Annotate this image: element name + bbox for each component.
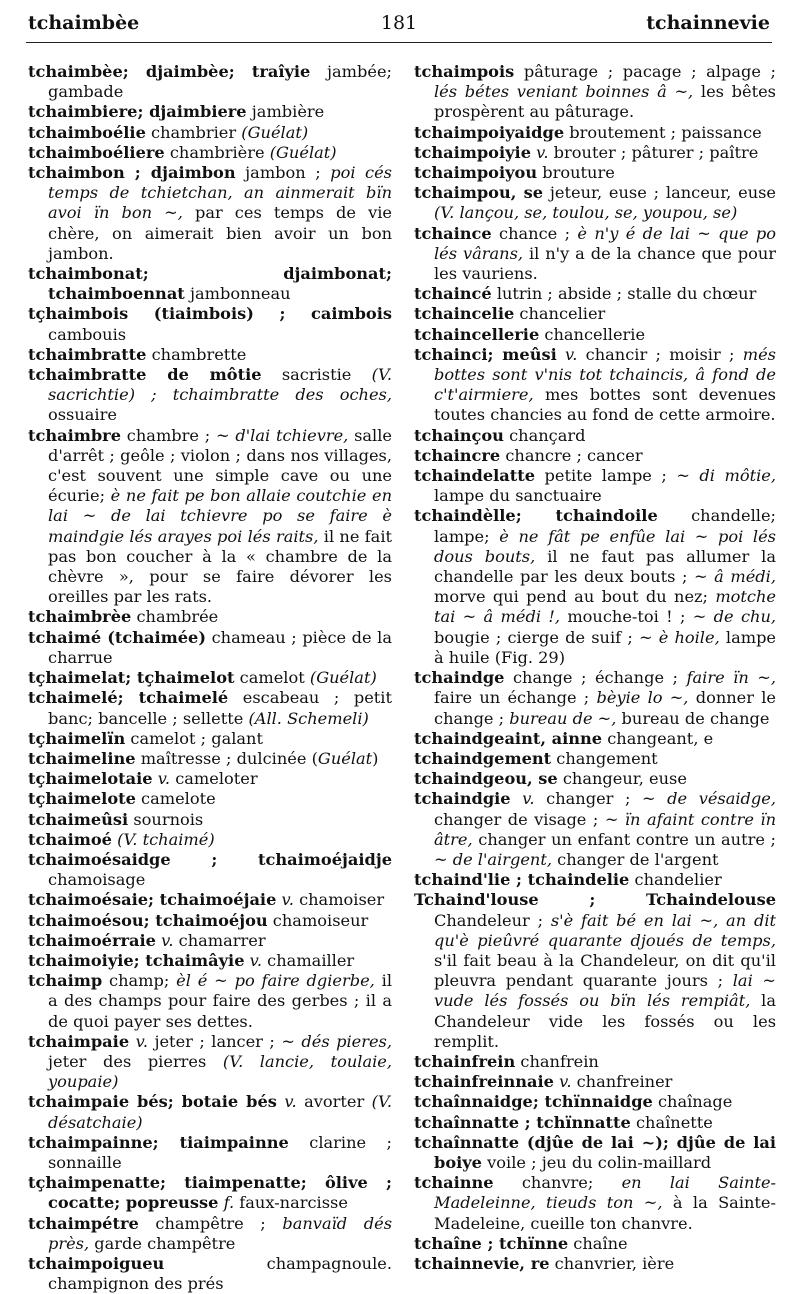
entry-text: chamoiser	[293, 890, 385, 910]
entry-text: faire un échange ;	[434, 688, 597, 708]
entry-text: chanfreiner	[571, 1072, 673, 1092]
entry-headword: tchaimbonat; djaimbonat; tchaimboennat	[28, 264, 392, 304]
dictionary-entry	[414, 668, 776, 729]
entry-headword: tchainnevie, re	[414, 1253, 550, 1273]
dictionary-entry	[28, 850, 392, 890]
dictionary-entry	[28, 971, 392, 1032]
left-guideword: tchaimbèe	[28, 12, 140, 34]
entry-headword: tchaimbiere; djaimbiere	[28, 102, 247, 122]
entry-italic-text: lés bétes veniant boinnes â ~,	[434, 82, 694, 102]
entry-headword: tchainfreinnaie	[414, 1072, 554, 1092]
dictionary-entry	[414, 62, 776, 123]
dictionary-entry	[414, 789, 776, 870]
dictionary-entry	[414, 345, 776, 426]
entry-text: chambrière	[164, 142, 270, 162]
dictionary-entry	[28, 426, 392, 608]
entry-italic-text: en lai Sainte-Madeleinne, tieuds ton ~,	[434, 1173, 776, 1213]
entry-text: chameau ; pièce de la charrue	[48, 627, 392, 667]
entry-headword: tchaimbèe; djaimbèe; traîyie	[28, 62, 311, 81]
dictionary-entry	[28, 304, 392, 344]
entry-text: )	[372, 748, 379, 768]
dictionary-entry	[28, 607, 392, 627]
entry-italic-text: èl é ~ po faire dgierbe,	[176, 971, 375, 991]
entry-text: petite lampe ;	[535, 466, 677, 486]
dictionary-entry	[28, 789, 392, 809]
left-column	[28, 62, 392, 1294]
dictionary-entry	[414, 769, 776, 789]
entry-text: chambrier	[145, 122, 242, 142]
entry-text: brouture	[537, 163, 615, 183]
entry-italic-text: (Guélat)	[241, 122, 309, 142]
entry-text: il a des champs pour faire des gerbes ; il a de quoi payer ses dettes.	[48, 971, 393, 1031]
dictionary-entry	[28, 62, 392, 102]
entry-text: morve qui pend au bout du nez;	[434, 587, 716, 607]
dictionary-entry	[28, 102, 392, 122]
entry-italic-text: v.	[249, 950, 263, 970]
entry-italic-text: è ne fât pe enfûe lai ~ poi lés dous bouts,	[434, 526, 776, 566]
entry-text: s'il fait beau à la Chandeleur, on dit qu'il pleuvra pendant quarante jours ;	[434, 950, 776, 991]
entry-italic-text: bureau de ~,	[509, 708, 617, 728]
dictionary-entry	[28, 123, 392, 143]
entry-text: maîtresse ; dulcinée (	[135, 748, 318, 768]
dictionary-entry	[28, 143, 392, 163]
entry-italic-text: més bottes sont v'nis tot tchaincis, â fond de c't'airmiere,	[434, 344, 776, 405]
dictionary-entry	[414, 506, 776, 668]
entry-headword: Tchaind'louse ; Tchaindelouse	[414, 890, 776, 910]
entry-headword: tchaimoérraie	[28, 930, 156, 950]
dictionary-entry	[28, 890, 392, 910]
entry-italic-text: s'è fait bé en lai ~, an dit qu'è pieûvré quarante djoués de temps,	[434, 910, 776, 950]
entry-italic-text: ~ de chu,	[692, 607, 777, 627]
entry-text: chamoiseur	[267, 910, 369, 930]
dictionary-entry	[28, 931, 392, 951]
entry-text: il ne faut pas allumer la chandelle par les deux bouts ;	[434, 546, 776, 587]
entry-headword: tchaimpoigueu	[28, 1253, 165, 1273]
entry-text: chamailler	[262, 950, 355, 970]
entry-text: chancellerie	[539, 324, 646, 344]
entry-headword: tçhaimelotaie	[28, 769, 153, 789]
entry-headword: tchaindèlle; tchaindoile	[414, 506, 658, 526]
entry-text: camelot ; galant	[125, 728, 263, 748]
entry-text: chambrette	[146, 344, 247, 364]
entry-headword: tchaimpaie bés; botaie bés	[28, 1092, 277, 1112]
entry-italic-text: (V. tchaimé)	[117, 829, 215, 849]
entry-text: changer de l'argent	[552, 849, 719, 869]
entry-headword: tchaindgie	[414, 789, 511, 809]
entry-italic-text: Guélat	[317, 748, 373, 768]
entry-headword: tchaimbrèe	[28, 607, 132, 627]
entry-text: jeter des pierres	[48, 1051, 223, 1071]
dictionary-entry	[414, 143, 776, 163]
entry-headword: tchaînnaidge; tchïnnaidge	[414, 1092, 653, 1112]
entry-text: chançard	[503, 425, 586, 445]
dictionary-entry	[414, 1092, 776, 1112]
entry-text: changeant, e	[602, 728, 714, 748]
entry-text: camelote	[135, 789, 216, 809]
entry-text: il ne fait pas bon coucher à la « chambre de la chèvre », pour se faire dévorer les oreilles par les rats.	[48, 526, 392, 607]
dictionary-entry	[414, 870, 776, 890]
entry-italic-text: v.	[284, 1092, 297, 1112]
entry-headword: tchaimoé	[28, 829, 112, 849]
entry-text: voile ; jeu du colin-maillard	[481, 1152, 712, 1172]
entry-text: chanfrein	[515, 1051, 599, 1071]
entry-headword: tchaimbratte de môtie	[28, 365, 262, 385]
dictionary-entry	[28, 1092, 392, 1132]
entry-headword: tchaimoésaidge ; tchaimoéjaidje	[28, 849, 392, 869]
entry-italic-text: è n'y é de lai ~ que po lés vârans,	[434, 223, 776, 263]
entry-headword: tçhaimelat; tçhaimelot	[28, 668, 235, 688]
entry-headword: tchaincelie	[414, 304, 515, 324]
entry-text: cambouis	[48, 324, 127, 344]
entry-italic-text: poi cés temps de tchietchan, an ainmerait bïn avoi ïn bon ~,	[48, 163, 392, 223]
entry-italic-text: v.	[135, 1031, 148, 1051]
entry-headword: tçhaimelïn	[28, 728, 126, 748]
entry-text: chambre ;	[121, 425, 216, 445]
dictionary-entry	[28, 1032, 392, 1093]
entry-italic-text: ~ â médi,	[694, 567, 776, 587]
entry-headword: tchainne	[414, 1173, 494, 1193]
entry-text: à la Sainte-Madeleine, cueille ton chanvre.	[434, 1193, 776, 1233]
entry-text: jambée; gambade	[48, 62, 392, 102]
entry-headword: tchaînnatte (djûe de lai ~); djûe de lai boiye	[414, 1132, 776, 1172]
entry-text: chance ;	[491, 223, 578, 243]
entry-italic-text: ~ ïn afaint contre ïn âtre,	[434, 809, 777, 849]
entry-headword: tchaindge	[414, 668, 505, 688]
entry-text: Chandeleur ;	[434, 910, 551, 930]
entry-italic-text: ~ dés pieres,	[281, 1031, 392, 1051]
entry-headword: tchaindgeou, se	[414, 769, 558, 789]
entry-italic-text: lai ~ vude lés fossés ou bïn lés rempiât,	[434, 971, 776, 1011]
dictionary-entry	[414, 183, 776, 223]
entry-italic-text: ~ de l'airgent,	[434, 849, 553, 869]
dictionary-entry	[28, 911, 392, 931]
dictionary-entry	[414, 1173, 776, 1234]
page-number: 181	[380, 12, 418, 34]
entry-text: garde champêtre	[89, 1233, 236, 1253]
entry-text: bureau de change	[616, 708, 770, 728]
entry-text: brouter ; pâturer ; paître	[548, 142, 759, 162]
entry-text: escabeau ; petit banc; bancelle ; sellette	[48, 688, 392, 728]
entry-italic-text: f.	[223, 1193, 235, 1213]
dictionary-entry	[28, 810, 392, 830]
entry-italic-text: è ne fait pe bon allaie coutchie en lai ~ de lai tchievre po se faire è maindgie lés arayes poi lés raits,	[48, 486, 392, 546]
dictionary-entry	[414, 1133, 776, 1173]
dictionary-entry	[414, 749, 776, 769]
dictionary-entry	[28, 365, 392, 426]
dictionary-entry	[28, 749, 392, 769]
dictionary-entry	[414, 304, 776, 324]
entry-text: par ces temps de vie chère, on aimerait bien avoir un bon jambon.	[48, 203, 392, 263]
entry-text: changeur, euse	[557, 769, 687, 789]
entry-headword: tchaindelatte	[414, 466, 536, 486]
dictionary-entry	[414, 224, 776, 285]
entry-text: broutement ; paissance	[564, 122, 762, 142]
entry-text: chanvre;	[493, 1173, 622, 1193]
entry-headword: tchaimbon ; djaimbon	[28, 163, 236, 183]
dictionary-entry	[414, 325, 776, 345]
dictionary-entry	[414, 123, 776, 143]
entry-text: lampe du sanctuaire	[434, 486, 602, 506]
entry-headword: tchaimoésaie; tchaimoéjaie	[28, 890, 277, 910]
entry-italic-text: bèyie lo ~,	[596, 688, 689, 708]
dictionary-entry	[28, 628, 392, 668]
entry-text: changement	[551, 748, 658, 768]
dictionary-entry	[28, 264, 392, 304]
entry-italic-text: (Guélat)	[309, 668, 377, 688]
entry-italic-text: v.	[157, 769, 171, 789]
entry-italic-text: ~ di môtie,	[676, 466, 776, 486]
entry-headword: tchaincé	[414, 284, 492, 304]
entry-headword: tçhaimelote	[28, 789, 136, 809]
entry-text: faux-narcisse	[234, 1193, 348, 1213]
entry-text: la Chandeleur vide les fossés ou les remplit.	[434, 991, 776, 1051]
entry-text: clarine ; sonnaille	[48, 1132, 393, 1172]
entry-text: sacristie	[261, 365, 372, 385]
entry-italic-text: (V. lancie, toulaie, youpaie)	[48, 1051, 392, 1092]
entry-headword: tchaimbratte	[28, 344, 147, 364]
entry-headword: tchaimeûsi	[28, 809, 129, 829]
entry-headword: tchaîne ; tchïnne	[414, 1233, 569, 1253]
entry-text: chaîne	[568, 1233, 628, 1253]
entry-italic-text: motche tai ~ â médi !,	[434, 587, 776, 627]
dictionary-entry	[414, 446, 776, 466]
dictionary-entry	[414, 729, 776, 749]
dictionary-entry	[414, 1072, 776, 1092]
dictionary-entry	[414, 1113, 776, 1133]
entry-headword: tchaind'lie ; tchaindelie	[414, 870, 630, 890]
entry-text: jambon ;	[235, 163, 331, 183]
dictionary-entry	[28, 769, 392, 789]
entry-text: chandelier	[629, 870, 722, 890]
dictionary-entry	[414, 1254, 776, 1274]
entry-headword: tchaimoésou; tchaimoéjou	[28, 910, 268, 930]
entry-italic-text: (Guélat)	[269, 142, 337, 162]
entry-headword: tchaince	[414, 223, 492, 243]
entry-headword: tchaimelé; tchaimelé	[28, 688, 229, 708]
right-column	[414, 62, 776, 1274]
entry-italic-text: v.	[565, 344, 578, 364]
entry-text: bougie ; cierge de suif ;	[434, 627, 639, 647]
entry-text: chambrée	[131, 607, 219, 627]
page-header	[28, 12, 770, 40]
entry-text: camelot	[234, 668, 310, 688]
entry-italic-text: (All. Schemeli)	[248, 708, 369, 728]
dictionary-entry	[414, 1052, 776, 1072]
dictionary-entry	[28, 1133, 392, 1173]
entry-text: lampe à huile (Fig. 29)	[434, 627, 777, 667]
dictionary-entry	[414, 890, 776, 1052]
entry-headword: tchaimeline	[28, 748, 136, 768]
dictionary-entry	[28, 163, 392, 264]
entry-text: lutrin ; abside ; stalle du chœur	[491, 284, 757, 304]
entry-headword: tchainci; meûsi	[414, 344, 557, 364]
entry-headword: tchaimpoiyaidge	[414, 122, 565, 142]
entry-text: chancre ; cancer	[500, 445, 643, 465]
entry-text: changer un enfant contre un autre ;	[472, 829, 776, 849]
dictionary-entry	[414, 426, 776, 446]
entry-text: chancir ; moisir ;	[577, 344, 743, 364]
entry-italic-text: v.	[281, 890, 294, 910]
dictionary-entry	[28, 345, 392, 365]
entry-headword: tchaindgement	[414, 748, 552, 768]
entry-headword: tchaimé (tchaimée)	[28, 627, 207, 647]
right-guideword: tchainnevie	[646, 12, 770, 34]
entry-italic-text: (V. désatchaie)	[48, 1092, 392, 1132]
entry-text: changer ;	[534, 789, 643, 809]
entry-headword: tchaimboéliere	[28, 142, 165, 162]
entry-text: ossuaire	[48, 405, 117, 425]
dictionary-entry	[28, 830, 392, 850]
entry-text: chamoisage	[48, 870, 146, 890]
entry-text: change ; échange ;	[504, 668, 687, 688]
entry-italic-text: v.	[522, 789, 535, 809]
dictionary-entry	[414, 466, 776, 506]
entry-headword: tchainfrein	[414, 1051, 516, 1071]
entry-headword: tchaimboélie	[28, 122, 146, 142]
entry-text: jeteur, euse ; lanceur, euse	[543, 183, 777, 203]
entry-text: salle d'arrêt ; geôle ; violon ; dans nos villages, c'est souvent une simple cave ou une écurie;	[48, 425, 392, 506]
dictionary-entry	[28, 1214, 392, 1254]
dictionary-entry	[28, 668, 392, 688]
dictionary-entry	[414, 284, 776, 304]
entry-text: jeter ; lancer ;	[147, 1031, 282, 1051]
entry-italic-text: banvaïd dés près,	[48, 1213, 392, 1253]
entry-italic-text: v.	[161, 930, 174, 950]
dictionary-entry	[28, 1254, 392, 1294]
entry-text: donner le change ;	[434, 688, 776, 728]
entry-text: chaînette	[630, 1112, 713, 1132]
entry-italic-text: v.	[559, 1072, 572, 1092]
entry-italic-text: (V. lançou, se, toulou, se, youpou, se)	[434, 203, 738, 223]
dictionary-entry	[28, 951, 392, 971]
dictionary-entry	[414, 163, 776, 183]
entry-headword: tchaimp	[28, 971, 103, 991]
entry-headword: tchaincre	[414, 445, 501, 465]
dictionary-entry	[28, 688, 392, 728]
entry-headword: tchainçou	[414, 425, 504, 445]
entry-italic-text: (V. sacrichtie) ; tchaimbratte des oches,	[48, 365, 392, 405]
entry-headword: tchaimpainne; tiaimpainne	[28, 1132, 289, 1152]
entry-text: les bêtes prospèrent au pâturage.	[434, 82, 776, 122]
entry-text: changer de visage ;	[434, 809, 605, 829]
entry-headword: tchaimbre	[28, 425, 122, 445]
entry-headword: tchaimpaie	[28, 1031, 130, 1051]
entry-italic-text: v.	[536, 142, 549, 162]
entry-text: mouche-toi ! ;	[560, 607, 693, 627]
entry-headword: tchaimpois	[414, 62, 515, 81]
entry-text: chandelle; lampe;	[434, 506, 777, 546]
entry-text: champagnoule. champignon des prés	[48, 1253, 392, 1294]
entry-text: sournois	[128, 809, 204, 829]
entry-text: jambière	[246, 102, 325, 122]
entry-italic-text: ~ è hoile,	[638, 627, 720, 647]
entry-text: jambonneau	[184, 284, 291, 304]
entry-text: pâturage ; pacage ; alpage ;	[514, 62, 776, 81]
entry-text	[511, 789, 523, 808]
entry-text: chancelier	[514, 304, 606, 324]
entry-headword: tçhaimbois (tiaimbois) ; caimbois	[28, 304, 392, 324]
entry-text: chaînage	[652, 1092, 733, 1112]
entry-headword: tchaimpoiyou	[414, 163, 538, 183]
entry-headword: tçhaimpenatte; tiaimpenatte; ôlive ; cocatte; popreusse	[28, 1173, 392, 1213]
dictionary-entry	[28, 1173, 392, 1213]
entry-text: chamarrer	[173, 930, 266, 950]
entry-headword: tchaînnatte ; tchïnnatte	[414, 1112, 631, 1132]
entry-headword: tchaindgeaint, ainne	[414, 728, 603, 748]
entry-text: chanvrier, ière	[549, 1253, 675, 1273]
entry-text: mes bottes sont devenues toutes chancies au fond de cette armoire.	[434, 385, 776, 425]
dictionary-entry	[28, 729, 392, 749]
entry-headword: tchaimpoiyie	[414, 142, 531, 162]
entry-text: champ;	[102, 971, 177, 991]
entry-headword: tchaincellerie	[414, 324, 540, 344]
entry-italic-text: faire ïn ~,	[686, 668, 777, 688]
header-rule	[26, 42, 772, 43]
entry-text: champêtre ;	[138, 1213, 283, 1233]
entry-italic-text: ~ de vésaidge,	[642, 789, 777, 809]
entry-headword: tchaimoiyie; tchaimâyie	[28, 950, 245, 970]
entry-italic-text: ~ d'lai tchievre,	[216, 425, 349, 445]
entry-text: avorter	[296, 1092, 372, 1112]
entry-text	[557, 345, 565, 364]
entry-text: cameloter	[170, 769, 258, 789]
entry-headword: tchaimpou, se	[414, 183, 544, 203]
entry-headword: tchaimpétre	[28, 1213, 139, 1233]
entry-text: il n'y a de la chance que pour les vauriens.	[434, 243, 776, 284]
